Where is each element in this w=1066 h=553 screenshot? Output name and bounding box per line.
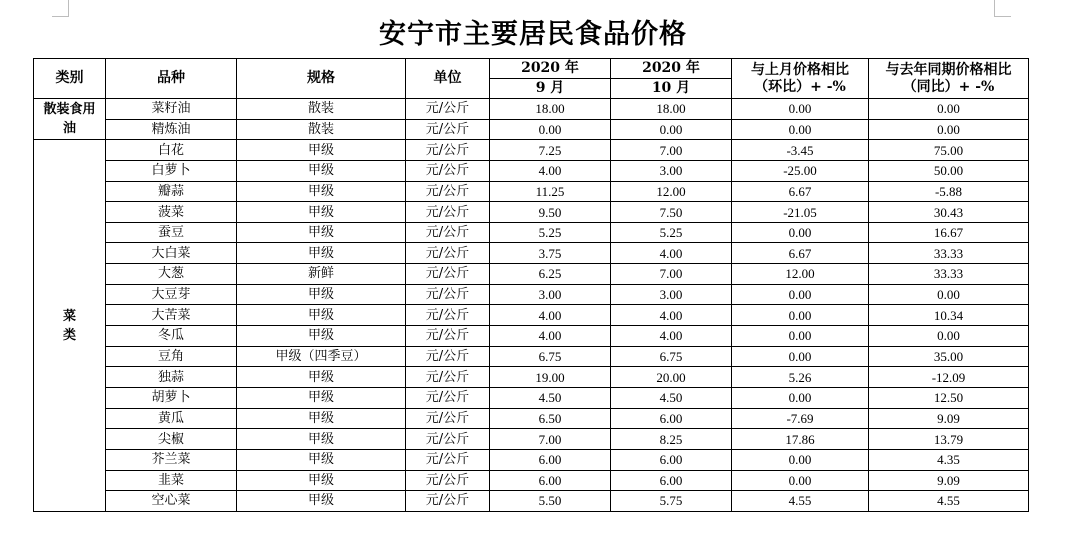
- mom-change-cell: -3.45: [732, 140, 869, 161]
- mom-change-cell: 0.00: [732, 470, 869, 491]
- variety-cell: 大苦菜: [106, 305, 237, 326]
- table-row: [34, 429, 1029, 450]
- mom-change-cell: 0.00: [732, 387, 869, 408]
- oct-price-cell: 8.25: [611, 429, 732, 450]
- table-row: [34, 491, 1029, 512]
- mom-change-cell: 17.86: [732, 429, 869, 450]
- category-cell: [34, 140, 106, 512]
- category-cell: [34, 99, 106, 140]
- header-sep-month: 9 月: [490, 79, 611, 99]
- oct-price-cell: 7.00: [611, 140, 732, 161]
- variety-cell: 黄瓜: [106, 408, 237, 429]
- variety-cell: 芥兰菜: [106, 449, 237, 470]
- variety-cell: 豆角: [106, 346, 237, 367]
- spec-cell: 甲级: [237, 429, 406, 450]
- unit-cell: 元/公斤: [406, 119, 490, 140]
- mom-change-cell: 0.00: [732, 284, 869, 305]
- mom-change-cell: -7.69: [732, 408, 869, 429]
- header-yoy-line1: 与去年同期价格相比: [885, 61, 1012, 78]
- table-row: [34, 346, 1029, 367]
- yoy-change-cell: 33.33: [869, 264, 1029, 285]
- spec-cell: 甲级: [237, 326, 406, 347]
- yoy-change-cell: 0.00: [869, 284, 1029, 305]
- yoy-change-cell: 16.67: [869, 222, 1029, 243]
- spec-cell: 新鲜: [237, 264, 406, 285]
- oct-price-cell: 3.00: [611, 160, 732, 181]
- oct-price-cell: 4.00: [611, 305, 732, 326]
- variety-cell: 白萝卜: [106, 160, 237, 181]
- spec-cell: 甲级: [237, 140, 406, 161]
- yoy-change-cell: 50.00: [869, 160, 1029, 181]
- sep-price-cell: 6.25: [490, 264, 611, 285]
- yoy-change-cell: 30.43: [869, 202, 1029, 223]
- variety-cell: 尖椒: [106, 429, 237, 450]
- mom-change-cell: 0.00: [732, 346, 869, 367]
- sep-price-cell: 6.00: [490, 449, 611, 470]
- crop-mark-top-right: [994, 0, 1011, 17]
- sep-price-cell: 11.25: [490, 181, 611, 202]
- spec-cell: 甲级: [237, 243, 406, 264]
- mom-change-cell: 6.67: [732, 243, 869, 264]
- variety-cell: 菜籽油: [106, 99, 237, 120]
- unit-cell: 元/公斤: [406, 202, 490, 223]
- unit-cell: 元/公斤: [406, 326, 490, 347]
- oct-price-cell: 18.00: [611, 99, 732, 120]
- oct-price-cell: 6.00: [611, 408, 732, 429]
- yoy-change-cell: -12.09: [869, 367, 1029, 388]
- sep-price-cell: 4.00: [490, 326, 611, 347]
- price-table-body: [34, 99, 1029, 512]
- unit-cell: 元/公斤: [406, 181, 490, 202]
- table-row: [34, 222, 1029, 243]
- yoy-change-cell: 33.33: [869, 243, 1029, 264]
- unit-cell: 元/公斤: [406, 305, 490, 326]
- spec-cell: 甲级: [237, 367, 406, 388]
- header-unit: 单位: [406, 59, 490, 99]
- mom-change-cell: 0.00: [732, 119, 869, 140]
- table-row: [34, 119, 1029, 140]
- mom-change-cell: -25.00: [732, 160, 869, 181]
- table-row: [34, 387, 1029, 408]
- unit-cell: 元/公斤: [406, 243, 490, 264]
- table-row: [34, 449, 1029, 470]
- yoy-change-cell: 0.00: [869, 326, 1029, 347]
- spec-cell: 甲级: [237, 470, 406, 491]
- header-category: 类别: [34, 59, 106, 99]
- unit-cell: 元/公斤: [406, 284, 490, 305]
- mom-change-cell: 0.00: [732, 305, 869, 326]
- mom-change-cell: 0.00: [732, 326, 869, 347]
- unit-cell: 元/公斤: [406, 367, 490, 388]
- sep-price-cell: 7.00: [490, 429, 611, 450]
- yoy-change-cell: 12.50: [869, 387, 1029, 408]
- variety-cell: 独蒜: [106, 367, 237, 388]
- yoy-change-cell: 10.34: [869, 305, 1029, 326]
- yoy-change-cell: -5.88: [869, 181, 1029, 202]
- oct-price-cell: 3.00: [611, 284, 732, 305]
- spec-cell: 甲级: [237, 449, 406, 470]
- variety-cell: 大豆芽: [106, 284, 237, 305]
- oct-price-cell: 6.00: [611, 470, 732, 491]
- oct-price-cell: 4.50: [611, 387, 732, 408]
- oct-price-cell: 7.50: [611, 202, 732, 223]
- sep-price-cell: 6.50: [490, 408, 611, 429]
- yoy-change-cell: 4.55: [869, 491, 1029, 512]
- unit-cell: 元/公斤: [406, 222, 490, 243]
- spec-cell: 甲级: [237, 202, 406, 223]
- yoy-change-cell: 35.00: [869, 346, 1029, 367]
- unit-cell: 元/公斤: [406, 491, 490, 512]
- variety-cell: 白花: [106, 140, 237, 161]
- sep-price-cell: 4.00: [490, 305, 611, 326]
- spec-cell: 甲级（四季豆）: [237, 346, 406, 367]
- header-sep-year: 2020 年: [490, 59, 611, 79]
- header-oct-month: 10 月: [611, 79, 732, 99]
- yoy-change-cell: 13.79: [869, 429, 1029, 450]
- spec-cell: 甲级: [237, 284, 406, 305]
- oct-price-cell: 6.00: [611, 449, 732, 470]
- header-spec: 规格: [237, 59, 406, 99]
- yoy-change-cell: 0.00: [869, 119, 1029, 140]
- header-yoy-line2: （同比）+ -%: [902, 78, 995, 95]
- oct-price-cell: 12.00: [611, 181, 732, 202]
- header-yoy: [869, 59, 1029, 99]
- sep-price-cell: 3.00: [490, 284, 611, 305]
- unit-cell: 元/公斤: [406, 449, 490, 470]
- table-row: [34, 243, 1029, 264]
- table-row: [34, 305, 1029, 326]
- mom-change-cell: -21.05: [732, 202, 869, 223]
- unit-cell: 元/公斤: [406, 346, 490, 367]
- mom-change-cell: 6.67: [732, 181, 869, 202]
- mom-change-cell: 12.00: [732, 264, 869, 285]
- spec-cell: 甲级: [237, 491, 406, 512]
- crop-mark-top-left: [52, 0, 69, 17]
- yoy-change-cell: 75.00: [869, 140, 1029, 161]
- variety-cell: 菠菜: [106, 202, 237, 223]
- header-variety: 品种: [106, 59, 237, 99]
- yoy-change-cell: 4.35: [869, 449, 1029, 470]
- header-mom: [732, 59, 869, 99]
- sep-price-cell: 0.00: [490, 119, 611, 140]
- unit-cell: 元/公斤: [406, 387, 490, 408]
- header-row-1: [34, 59, 1029, 79]
- table-row: [34, 408, 1029, 429]
- sep-price-cell: 19.00: [490, 367, 611, 388]
- table-row: [34, 326, 1029, 347]
- sep-price-cell: 7.25: [490, 140, 611, 161]
- page-title: 安宁市主要居民食品价格: [379, 19, 687, 50]
- table-row: [34, 181, 1029, 202]
- variety-cell: 大白菜: [106, 243, 237, 264]
- variety-cell: 韭菜: [106, 470, 237, 491]
- unit-cell: 元/公斤: [406, 264, 490, 285]
- header-oct-year: 2020 年: [611, 59, 732, 79]
- oct-price-cell: 6.75: [611, 346, 732, 367]
- sep-price-cell: 6.00: [490, 470, 611, 491]
- category-label-line1: 菜: [62, 308, 76, 324]
- spec-cell: 甲级: [237, 181, 406, 202]
- oct-price-cell: 0.00: [611, 119, 732, 140]
- mom-change-cell: 0.00: [732, 222, 869, 243]
- table-row: [34, 99, 1029, 120]
- unit-cell: 元/公斤: [406, 140, 490, 161]
- mom-change-cell: 4.55: [732, 491, 869, 512]
- variety-cell: 胡萝卜: [106, 387, 237, 408]
- mom-change-cell: 0.00: [732, 449, 869, 470]
- variety-cell: 冬瓜: [106, 326, 237, 347]
- variety-cell: 空心菜: [106, 491, 237, 512]
- variety-cell: 大葱: [106, 264, 237, 285]
- sep-price-cell: 9.50: [490, 202, 611, 223]
- sep-price-cell: 6.75: [490, 346, 611, 367]
- yoy-change-cell: 9.09: [869, 470, 1029, 491]
- mom-change-cell: 0.00: [732, 99, 869, 120]
- category-label-line2: 类: [62, 327, 76, 343]
- price-table: [33, 58, 1029, 512]
- spec-cell: 甲级: [237, 160, 406, 181]
- spec-cell: 甲级: [237, 408, 406, 429]
- table-row: [34, 160, 1029, 181]
- variety-cell: 蚕豆: [106, 222, 237, 243]
- spec-cell: 散装: [237, 119, 406, 140]
- sep-price-cell: 3.75: [490, 243, 611, 264]
- oct-price-cell: 7.00: [611, 264, 732, 285]
- oct-price-cell: 5.75: [611, 491, 732, 512]
- yoy-change-cell: 9.09: [869, 408, 1029, 429]
- table-row: [34, 140, 1029, 161]
- table-row: [34, 367, 1029, 388]
- unit-cell: 元/公斤: [406, 470, 490, 491]
- unit-cell: 元/公斤: [406, 99, 490, 120]
- spec-cell: 甲级: [237, 222, 406, 243]
- sep-price-cell: 18.00: [490, 99, 611, 120]
- table-row: [34, 284, 1029, 305]
- header-mom-line1: 与上月价格相比: [751, 61, 849, 78]
- yoy-change-cell: 0.00: [869, 99, 1029, 120]
- table-row: [34, 264, 1029, 285]
- sep-price-cell: 4.50: [490, 387, 611, 408]
- spec-cell: 甲级: [237, 305, 406, 326]
- unit-cell: 元/公斤: [406, 160, 490, 181]
- header-mom-line2: （环比）+ -%: [754, 78, 846, 95]
- sep-price-cell: 5.25: [490, 222, 611, 243]
- spec-cell: 甲级: [237, 387, 406, 408]
- oct-price-cell: 20.00: [611, 367, 732, 388]
- sep-price-cell: 4.00: [490, 160, 611, 181]
- oct-price-cell: 4.00: [611, 243, 732, 264]
- variety-cell: 精炼油: [106, 119, 237, 140]
- table-row: [34, 470, 1029, 491]
- oct-price-cell: 4.00: [611, 326, 732, 347]
- category-label-line1: 散装食用: [43, 102, 96, 118]
- table-row: [34, 202, 1029, 223]
- sep-price-cell: 5.50: [490, 491, 611, 512]
- variety-cell: 瓣蒜: [106, 181, 237, 202]
- mom-change-cell: 5.26: [732, 367, 869, 388]
- oct-price-cell: 5.25: [611, 222, 732, 243]
- unit-cell: 元/公斤: [406, 408, 490, 429]
- unit-cell: 元/公斤: [406, 429, 490, 450]
- category-label-line2: 油: [62, 121, 76, 137]
- spec-cell: 散装: [237, 99, 406, 120]
